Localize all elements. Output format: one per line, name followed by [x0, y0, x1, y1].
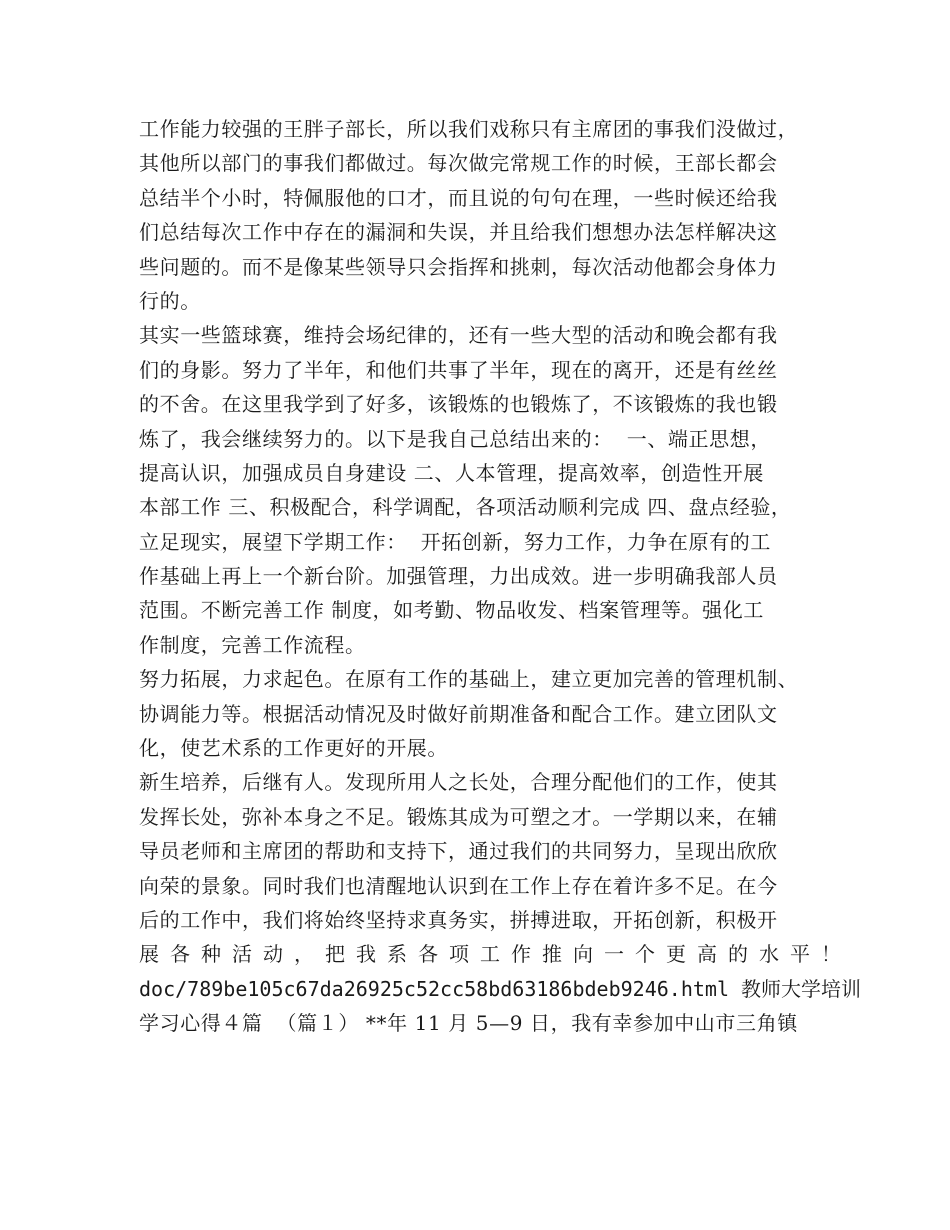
text-line: 们的身影。努力了半年，和他们共事了半年，现在的离开，还是有丝丝 [139, 357, 778, 382]
text-line: 其他所以部门的事我们都做过。每次做完常规工作的时候，王部长都会 [139, 151, 778, 176]
text-line: 作基础上再上一个新台阶。加强管理，力出成效。进一步明确我部人员 [139, 564, 778, 589]
text-line: 范围。不断完善工作 制度，如考勤、物品收发、档案管理等。强化工 [139, 598, 764, 623]
text-line: 作制度，完善工作流程。 [139, 632, 366, 657]
text-line: 其实一些篮球赛，维持会场纪律的，还有一些大型的活动和晚会都有我 [139, 323, 778, 348]
document-link-line: doc/789be105c67da26925c52cc58bd63186bdeb9246.html 教师大学培训 [139, 976, 862, 1001]
text-line: 发挥长处，弥补本身之不足。锻炼其成为可塑之才。一学期以来，在辅 [139, 804, 778, 829]
text-line: 新生培养，后继有人。发现所用人之长处，合理分配他们的工作，使其 [139, 770, 778, 795]
text-line: 工作能力较强的王胖子部长，所以我们戏称只有主席团的事我们没做过， [139, 117, 799, 141]
document-body [139, 112, 862, 1041]
text-line: 总结半个小时，特佩服他的口才，而且说的句句在理，一些时候还给我 [139, 185, 778, 210]
text-line: 们总结每次工作中存在的漏洞和失误，并且给我们想想办法怎样解决这 [139, 220, 778, 245]
text-line: 提高认识，加强成员自身建设 二、人本管理，提高效率，创造性开展 [139, 460, 764, 485]
text-line: 炼了，我会继续努力的。以下是我自己总结出来的： 一、端正思想， [139, 426, 771, 451]
text-line: 协调能力等。根据活动情况及时做好前期准备和配合工作。建立团队文 [139, 701, 778, 726]
text-line: 本部工作 三、积极配合，科学调配，各项活动顺利完成 四、盘点经验， [139, 495, 792, 520]
text-line: 展各种活动，把我系各项工作推向一个更高的水平！ [139, 942, 852, 967]
text-line: 向荣的景象。同时我们也清醒地认识到在工作上存在着许多不足。在今 [139, 873, 778, 898]
text-line: 导员老师和主席团的帮助和支持下，通过我们的共同努力，呈现出欣欣 [139, 839, 778, 864]
text-line: 化，使艺术系的工作更好的开展。 [139, 736, 448, 761]
text-line: 的不舍。在这里我学到了好多，该锻炼的也锻炼了，不该锻炼的我也锻 [139, 392, 778, 417]
text-line: 努力拓展，力求起色。在原有工作的基础上，建立更加完善的管理机制、 [139, 667, 799, 692]
text-line: 学习心得４篇 （篇１） **年 11 月 5—9 日，我有幸参加中山市三角镇 [139, 1011, 798, 1036]
text-line: 立足现实，展望下学期工作： 开拓创新，努力工作，力争在原有的工 [139, 529, 771, 554]
text-line: 行的。 [139, 288, 201, 313]
text-line: 些问题的。而不是像某些领导只会指挥和挑刺，每次活动他都会身体力 [139, 254, 778, 279]
text-line: 后的工作中，我们将始终坚持求真务实，拼搏进取，开拓创新，积极开 [139, 907, 778, 932]
